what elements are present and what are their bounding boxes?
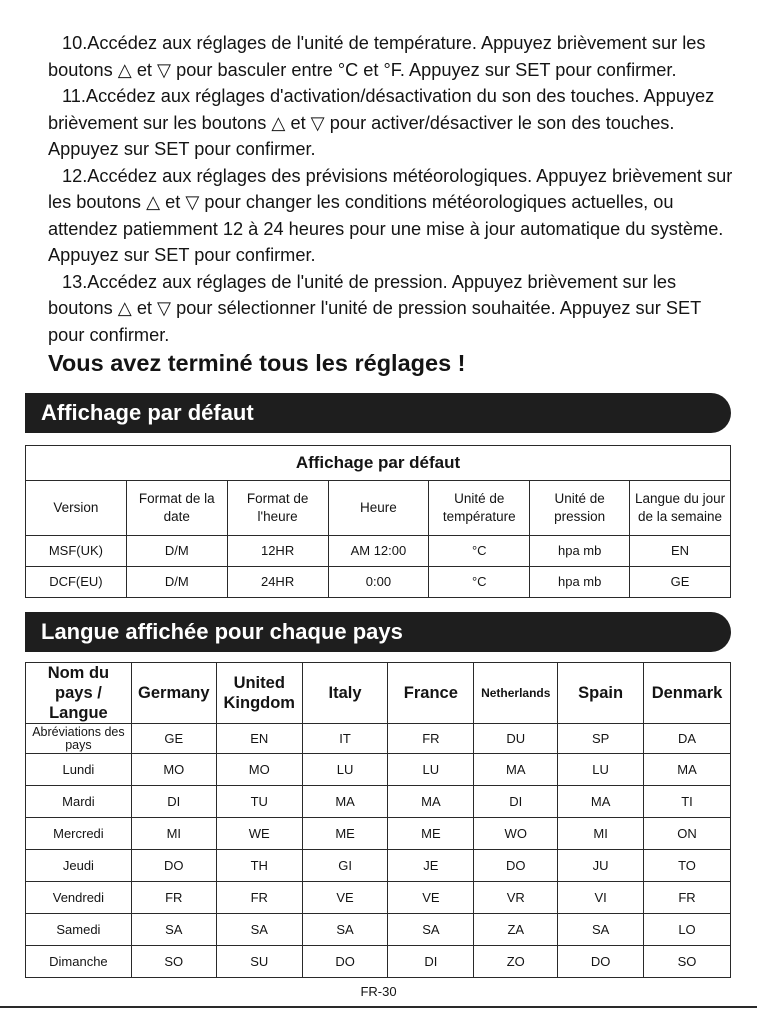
completion-heading: Vous avez terminé tous les réglages ! xyxy=(48,350,466,376)
column-header: Unité de pression xyxy=(530,481,630,536)
table-cell: EN xyxy=(630,536,731,567)
table-row xyxy=(26,882,731,914)
table-cell: FR xyxy=(131,882,216,914)
table-cell: MI xyxy=(131,818,216,850)
table-cell: GI xyxy=(302,850,388,882)
instruction-13: 13.Accédez aux réglages de l'unité de pression. Appuyez brièvement sur les boutons △ et ▽ pour sélectionner l'unité de pression souhaitée. Appuyez sur SET pour confirmer. xyxy=(48,271,701,345)
table-cell: ZO xyxy=(474,946,558,978)
table-cell: TU xyxy=(216,786,302,818)
instruction-10: 10.Accédez aux réglages de l'unité de température. Appuyez brièvement sur les boutons △ et ▽ pour basculer entre °C et °F. Appuyez sur SET pour confirmer. xyxy=(48,33,706,80)
table-cell: DI xyxy=(474,786,558,818)
row-label: Mercredi xyxy=(26,818,132,850)
table-cell: TI xyxy=(644,786,731,818)
table-cell: DCF(EU) xyxy=(26,567,127,598)
column-header: Langue du jour de la semaine xyxy=(630,481,731,536)
table-cell: LU xyxy=(558,754,644,786)
table-cell: DO xyxy=(131,850,216,882)
table-cell: MO xyxy=(131,754,216,786)
column-header: Format de l'heure xyxy=(227,481,328,536)
table-cell: ME xyxy=(388,818,474,850)
column-header: Version xyxy=(26,481,127,536)
default-table-title: Affichage par défaut xyxy=(26,446,731,481)
table-row xyxy=(26,786,731,818)
table-cell: FR xyxy=(216,882,302,914)
table-cell: GE xyxy=(131,724,216,754)
table-cell: DA xyxy=(644,724,731,754)
table-row xyxy=(26,724,731,754)
table-cell: TH xyxy=(216,850,302,882)
column-header: France xyxy=(388,663,474,724)
table-cell: DO xyxy=(302,946,388,978)
table-cell: °C xyxy=(429,536,530,567)
row-label: Jeudi xyxy=(26,850,132,882)
section-banner-language: Langue affichée pour chaque pays xyxy=(25,612,731,652)
table-cell: DO xyxy=(558,946,644,978)
table-cell: MA xyxy=(302,786,388,818)
section-banner-default-display: Affichage par défaut xyxy=(25,393,731,433)
row-label: Samedi xyxy=(26,914,132,946)
table-cell: SO xyxy=(131,946,216,978)
table-cell: DO xyxy=(474,850,558,882)
table-cell: FR xyxy=(644,882,731,914)
row-label: Mardi xyxy=(26,786,132,818)
table-row xyxy=(26,818,731,850)
table-cell: D/M xyxy=(126,536,227,567)
table-cell: SU xyxy=(216,946,302,978)
page-number: FR-30 xyxy=(360,984,397,999)
table-cell: hpa mb xyxy=(530,536,630,567)
table-cell: MA xyxy=(644,754,731,786)
table-cell: 24HR xyxy=(227,567,328,598)
table-cell: ME xyxy=(302,818,388,850)
table-cell: LU xyxy=(388,754,474,786)
table-cell: SA xyxy=(131,914,216,946)
table-cell: ZA xyxy=(474,914,558,946)
column-header: Spain xyxy=(558,663,644,724)
column-header: Germany xyxy=(131,663,216,724)
table-cell: 12HR xyxy=(227,536,328,567)
table-cell: JE xyxy=(388,850,474,882)
row-label: Dimanche xyxy=(26,946,132,978)
table-cell: SA xyxy=(558,914,644,946)
column-header: Nom du pays / Langue xyxy=(26,663,132,724)
table-cell: VR xyxy=(474,882,558,914)
column-header: Netherlands xyxy=(474,663,558,724)
table-row xyxy=(26,914,731,946)
table-cell: AM 12:00 xyxy=(328,536,429,567)
instruction-11: 11.Accédez aux réglages d'activation/désactivation du son des touches. Appuyez brièvement sur les boutons △ et ▽ pour activer/désactiver le son des touches. Appuyez sur SET pour confirmer. xyxy=(48,86,715,159)
table-cell: WO xyxy=(474,818,558,850)
table-cell: VE xyxy=(302,882,388,914)
column-header: Heure xyxy=(328,481,429,536)
column-header: Unité de température xyxy=(429,481,530,536)
table-cell: SA xyxy=(216,914,302,946)
page-bottom-rule xyxy=(0,1006,757,1008)
table-cell: MO xyxy=(216,754,302,786)
row-label: Abréviations des pays xyxy=(26,724,132,754)
table-cell: GE xyxy=(630,567,731,598)
table-cell: hpa mb xyxy=(530,567,630,598)
table-cell: °C xyxy=(429,567,530,598)
row-label: Lundi xyxy=(26,754,132,786)
table-cell: EN xyxy=(216,724,302,754)
table-cell: DI xyxy=(388,946,474,978)
language-table xyxy=(25,662,731,978)
instruction-12: 12.Accédez aux réglages des prévisions météorologiques. Appuyez brièvement sur les boutons △ et ▽ pour changer les conditions météorologiques actuelles, ou attendez patiemment 12 à 24 heures pour une mise à jour automatique du système. Appuyez sur SET pour confirmer. xyxy=(48,165,733,265)
table-cell: ON xyxy=(644,818,731,850)
table-cell: MI xyxy=(558,818,644,850)
table-cell: VE xyxy=(388,882,474,914)
table-cell: MA xyxy=(388,786,474,818)
default-display-table xyxy=(25,445,731,598)
table-row xyxy=(26,567,731,598)
table-cell: VI xyxy=(558,882,644,914)
table-cell: SA xyxy=(302,914,388,946)
column-header: Format de la date xyxy=(126,481,227,536)
table-cell: SP xyxy=(558,724,644,754)
table-row xyxy=(26,850,731,882)
table-cell: DU xyxy=(474,724,558,754)
table-cell: LU xyxy=(302,754,388,786)
table-cell: 0:00 xyxy=(328,567,429,598)
table-cell: DI xyxy=(131,786,216,818)
table-cell: LO xyxy=(644,914,731,946)
table-cell: MA xyxy=(558,786,644,818)
table-cell: IT xyxy=(302,724,388,754)
table-cell: FR xyxy=(388,724,474,754)
table-cell: TO xyxy=(644,850,731,882)
row-label: Vendredi xyxy=(26,882,132,914)
column-header: Denmark xyxy=(644,663,731,724)
table-cell: MA xyxy=(474,754,558,786)
table-cell: MSF(UK) xyxy=(26,536,127,567)
table-row xyxy=(26,946,731,978)
column-header: United Kingdom xyxy=(216,663,302,724)
table-cell: WE xyxy=(216,818,302,850)
table-row xyxy=(26,754,731,786)
table-cell: D/M xyxy=(126,567,227,598)
table-cell: SA xyxy=(388,914,474,946)
column-header: Italy xyxy=(302,663,388,724)
table-row xyxy=(26,536,731,567)
instructions xyxy=(48,30,738,348)
table-cell: SO xyxy=(644,946,731,978)
table-cell: JU xyxy=(558,850,644,882)
